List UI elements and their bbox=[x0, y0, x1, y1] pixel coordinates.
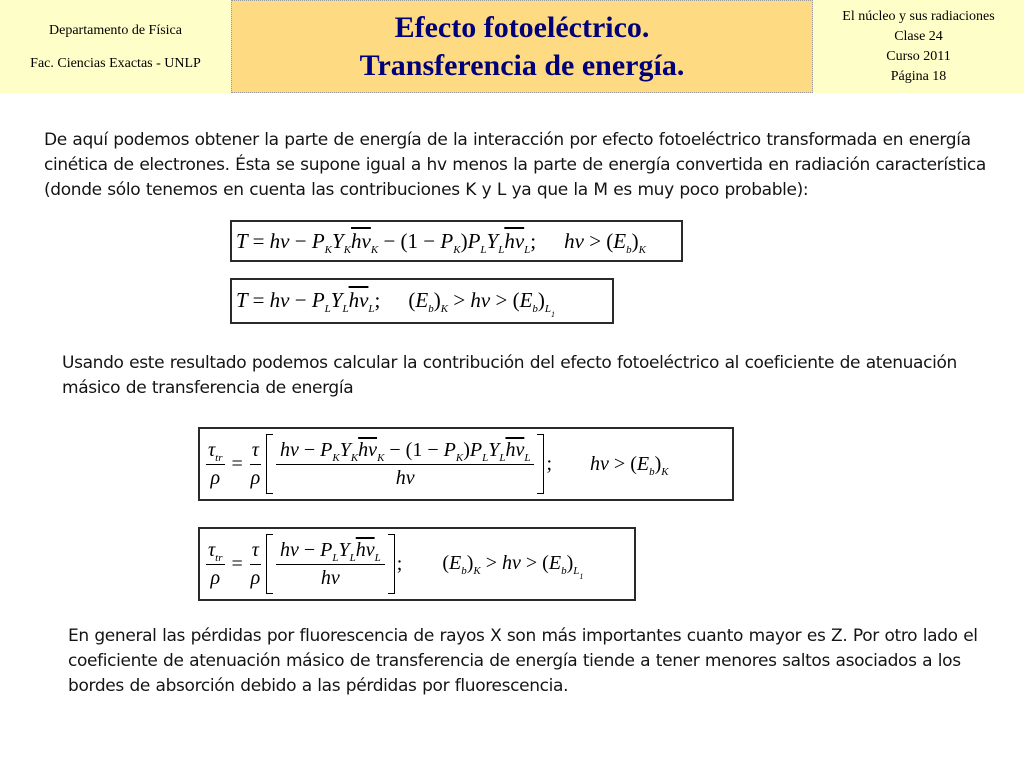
paragraph-attenuation: Usando este resultado podemos calcular la contribución del efecto fotoeléctrico al coeficiente de atenuación másico de transferencia de energía bbox=[62, 353, 957, 398]
course-topic: El núcleo y sus radiaciones bbox=[842, 8, 995, 24]
course-year: Curso 2011 bbox=[886, 48, 951, 64]
faculty-name: Fac. Ciencias Exactas - UNLP bbox=[30, 55, 201, 71]
header-course-info bbox=[813, 0, 1024, 93]
title-line-1: Efecto fotoeléctrico. bbox=[394, 10, 650, 44]
equation-attenuation-l: $\frac{\tau_{tr}}{\rho}$ = $\frac{\tau}{\rho}$ $\frac{hv - P_LY_L\overline{hv}_L}{hv}$ ; $(E_b)_K$ > hv > $(E_b)_{L_1}$ bbox=[198, 527, 636, 601]
class-number: Clase 24 bbox=[894, 28, 943, 44]
equation-kinetic-energy-l: T = hv − $P_LY_L\overline{hv}_L$; $(E_b)_K$ > hv > $(E_b)_{L_1}$ bbox=[230, 278, 614, 324]
header-department bbox=[0, 0, 231, 93]
paragraph-intro: De aquí podemos obtener la parte de energía de la interacción por efecto fotoeléctrico transformada en energía cinética de electrones. Ésta se supone igual a hv menos la parte de energía convertida en radiación característica (donde sólo tenemos en cuenta las contribuciones K y L ya que la M es muy poco probable): bbox=[44, 130, 986, 200]
paragraph-conclusion: En general las pérdidas por fluorescencia de rayos X son más importantes cuanto mayor es Z. Por otro lado el coeficiente de atenuación másico de transferencia de energía tiende a tener menores saltos asociados a los bordes de absorción debido a las pérdidas por fluorescencia. bbox=[68, 626, 978, 696]
equation-attenuation-k: $\frac{\tau_{tr}}{\rho}$ = $\frac{\tau}{\rho}$ $\frac{hv - P_KY_K\overline{hv}_K - (1 - P_K)P_LY_L\overline{hv}_L}{hv}$ ; hv > $(E_b)_K$ bbox=[198, 427, 734, 501]
slide-title bbox=[231, 0, 813, 93]
equation-kinetic-energy-k: T = hv − $P_KY_K\overline{hv}_K - (1 - P_K)P_LY_L\overline{hv}_L$; hv > $(E_b)_K$ bbox=[230, 220, 683, 262]
department-name: Departamento de Física bbox=[49, 22, 182, 38]
page-number: Página 18 bbox=[890, 68, 947, 84]
title-line-2: Transferencia de energía. bbox=[359, 48, 685, 82]
